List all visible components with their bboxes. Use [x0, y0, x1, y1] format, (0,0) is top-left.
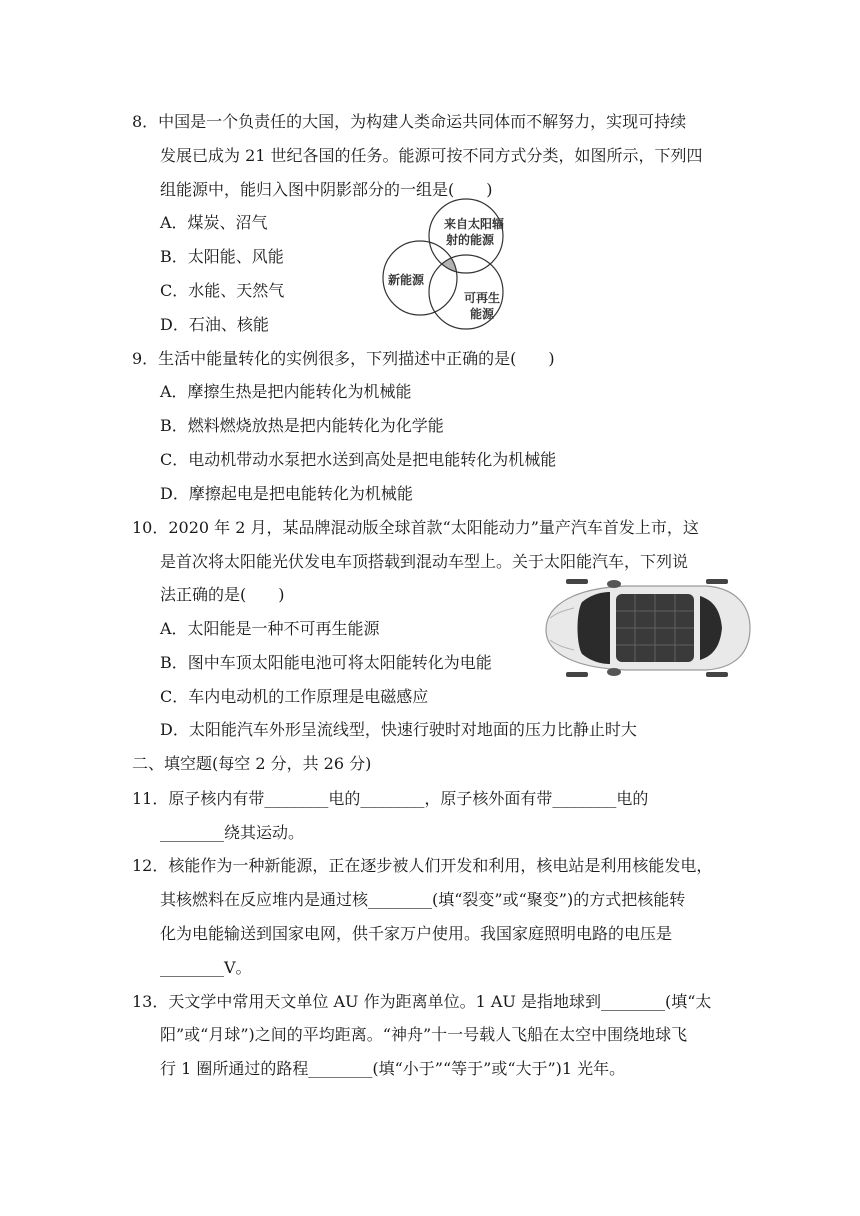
venn-label-solar-2: 射的能源 [445, 233, 495, 247]
car-windshield [578, 592, 611, 664]
q12-line-4: ________V。 [160, 958, 252, 977]
q13-line-1: 13．天文学中常用天文单位 AU 作为距离单位。1 AU 是指地球到________(填“太 [132, 992, 712, 1011]
q8-option-c: C．水能、天然气 [160, 281, 285, 300]
q10-line-3: 法正确的是( ) [160, 585, 285, 604]
q13-line-2: 阳”或“月球”)之间的平均距离。“神舟”十一号载人飞船在太空中围绕地球飞 [160, 1025, 688, 1044]
q9-option-b: B．燃料燃烧放热是把内能转化为化学能 [160, 416, 444, 435]
q8-line-2: 发展已成为 21 世纪各国的任务。能源可按不同方式分类，如图所示，下列四 [160, 146, 703, 165]
venn-label-solar-1: 来自太阳辐 [443, 217, 505, 231]
q10-option-d: D．太阳能汽车外形呈流线型，快速行驶时对地面的压力比静止时大 [160, 720, 637, 739]
q9-line-1: 9．生活中能量转化的实例很多，下列描述中正确的是( ) [132, 349, 555, 368]
car-mirror-bottom [607, 668, 621, 676]
q12-line-3: 化为电能输送到国家电网，供千家万户使用。我国家庭照明电路的电压是 [160, 924, 673, 943]
q9-option-a: A．摩擦生热是把内能转化为机械能 [160, 382, 412, 401]
q9-option-c: C．电动机带动水泵把水送到高处是把电能转化为机械能 [160, 450, 557, 469]
q8-option-d: D．石油、核能 [160, 315, 269, 334]
q9-option-d: D．摩擦起电是把电能转化为机械能 [160, 484, 413, 503]
q11-line-2: ________绕其运动。 [160, 823, 305, 842]
q8-line-1: 8．中国是一个负责任的大国，为构建人类命运共同体而不解努力，实现可持续 [132, 112, 687, 131]
venn-diagram [378, 194, 518, 334]
q11-line-1: 11．原子核内有带________电的________，原子核外面有带________电的 [132, 789, 649, 808]
venn-label-renewable-1: 可再生 [463, 291, 501, 305]
q10-line-2: 是首次将太阳能光伏发电车顶搭载到混动车型上。关于太阳能汽车，下列说 [160, 552, 689, 571]
q10-line-1: 10．2020 年 2 月，某品牌混动版全球首款“太阳能动力”量产汽车首发上市，这 [132, 518, 699, 537]
section-2-heading: 二、填空题(每空 2 分，共 26 分) [132, 754, 372, 773]
q8-line-3: 组能源中，能归入图中阴影部分的一组是( ) [160, 180, 493, 199]
venn-label-renewable-2: 能源 [469, 307, 495, 321]
solar-car-image [536, 578, 756, 678]
q12-line-2: 其核燃料在反应堆内是通过核________(填“裂变”或“聚变”)的方式把核能转 [160, 890, 686, 909]
q8-option-a: A．煤炭、沼气 [160, 213, 268, 232]
q10-option-a: A．太阳能是一种不可再生能源 [160, 619, 380, 638]
venn-label-new-energy: 新能源 [387, 273, 425, 287]
q10-option-c: C．车内电动机的工作原理是电磁感应 [160, 687, 429, 706]
q10-option-b: B．图中车顶太阳能电池可将太阳能转化为电能 [160, 653, 492, 672]
car-mirror-top [607, 580, 621, 588]
q12-line-1: 12．核能作为一种新能源，正在逐步被人们开发和利用，核电站是利用核能发电， [132, 856, 713, 875]
q8-option-b: B．太阳能、风能 [160, 247, 284, 266]
q13-line-3: 行 1 圈所通过的路程________(填“小于”“等于”或“大于”)1 光年。 [160, 1059, 626, 1078]
